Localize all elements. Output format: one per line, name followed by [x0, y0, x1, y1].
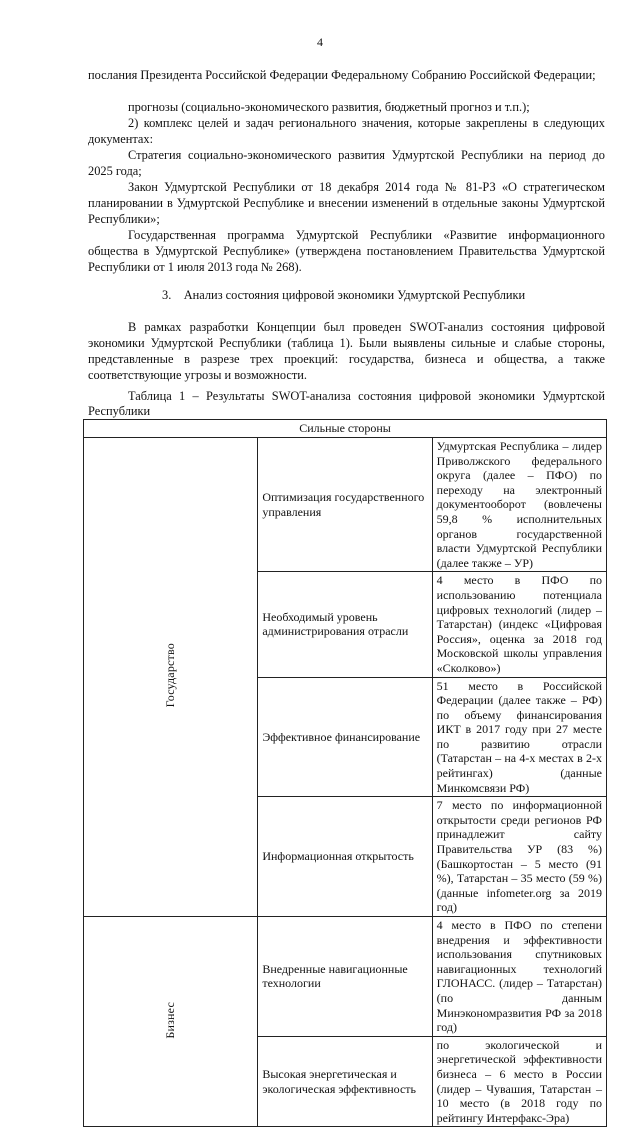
description-cell: 4 место в ПФО по использованию потенциала цифровых технологий (лидер – Татарстан) (индекс «Цифровая Россия», оценка за 2018 год Московской школы управления «Сколково») — [432, 572, 606, 677]
factor-cell: Оптимизация государственного управления — [258, 438, 432, 572]
section-heading — [162, 287, 525, 303]
intro-paragraph-2: прогнозы (социально-экономического развития, бюджетный прогноз и т.п.); — [128, 100, 530, 114]
table-caption: Таблица 1 – Результаты SWOT-анализа состояния цифровой экономики Удмуртской Республики — [88, 389, 605, 418]
page-number: 4 — [317, 35, 323, 49]
intro-paragraph-4: Стратегия социально-экономического развития Удмуртской Республики на период до 2025 года; — [88, 148, 605, 178]
group-cell-state — [84, 438, 258, 917]
intro-paragraph-5: Закон Удмуртской Республики от 18 декабря 2014 года № 81-РЗ «О стратегическом планировании в Удмуртской Республике и внесении изменений в отдельные законы Удмуртской Республики»; — [88, 180, 605, 226]
factor-cell: Эффективное финансирование — [258, 677, 432, 797]
section-title: Анализ состояния цифровой экономики Удмуртской Республики — [183, 288, 526, 302]
intro-paragraph-1: послания Президента Российской Федерации Федеральному Собранию Российской Федерации; — [88, 68, 596, 82]
group-label-business: Бизнес — [163, 1001, 178, 1039]
section-paragraph: В рамках разработки Концепции был проведен SWOT-анализ состояния цифровой экономики Удмуртской Республики (таблица 1). Были выявлены сильные и слабые стороны, представленные в разрезе трех проекций: государства, бизнеса и общества, а также соответствующие угрозы и возможности. — [88, 320, 605, 382]
table-section-row — [84, 420, 607, 438]
description-cell: Удмуртская Республика – лидер Приволжского федерального округа (далее – ПФО) по переходу на электронный документооборот (вовлечены 59,8 % исполнительных органов государственной власти Удмуртской Республики (далее также – УР) — [432, 438, 606, 572]
description-cell: 4 место в ПФО по степени внедрения и эффективности использования спутниковых навигационных технологий ГЛОНАСС. (лидер – Татарстан) (по данным Минэкономразвития РФ за 2018 год) — [432, 917, 606, 1037]
factor-cell: Внедренные навигационные технологии — [258, 917, 432, 1037]
factor-cell: Информационная открытость — [258, 797, 432, 917]
description-cell: 51 место в Российской Федерации (далее также – РФ) по объему финансирования ИКТ в 2017 году при 27 месте по развитию отрасли (Татарстан – на 4-х местах в 2-х рейтингах) (данные Минкомсвязи РФ) — [432, 677, 606, 797]
description-cell: по экологической и энергетической эффективности бизнеса – 6 место в России (лидер – Чувашия, Татарстан – 10 место (в 2018 году по рейтингу Интерфакс-Эра) — [432, 1036, 606, 1127]
intro-paragraph-3: 2) комплекс целей и задач регионального значения, которые закреплены в следующих документах: — [88, 116, 605, 146]
factor-cell: Необходимый уровень администрирования отрасли — [258, 572, 432, 677]
group-cell-business — [84, 917, 258, 1127]
table-row — [84, 438, 607, 572]
swot-table — [83, 419, 607, 1127]
group-label-state: Государство — [163, 643, 178, 708]
table-row — [84, 917, 607, 1037]
factor-cell: Высокая энергетическая и экологическая эффективность — [258, 1036, 432, 1127]
section-number: 3. — [162, 288, 172, 302]
section-header-cell: Сильные стороны — [84, 420, 607, 438]
description-cell: 7 место по информационной открытости среди регионов РФ принадлежит сайту Правительства УР (83 %) (Башкортостан – 5 место (91 %), Татарстан – 35 место (59 %) (данные infometer.org за 2019 год) — [432, 797, 606, 917]
intro-paragraph-6: Государственная программа Удмуртской Республики «Развитие информационного общества в Удмуртской Республике» (утверждена постановлением Правительства Удмуртской Республики от 1 июля 2013 года № 268). — [88, 228, 605, 274]
